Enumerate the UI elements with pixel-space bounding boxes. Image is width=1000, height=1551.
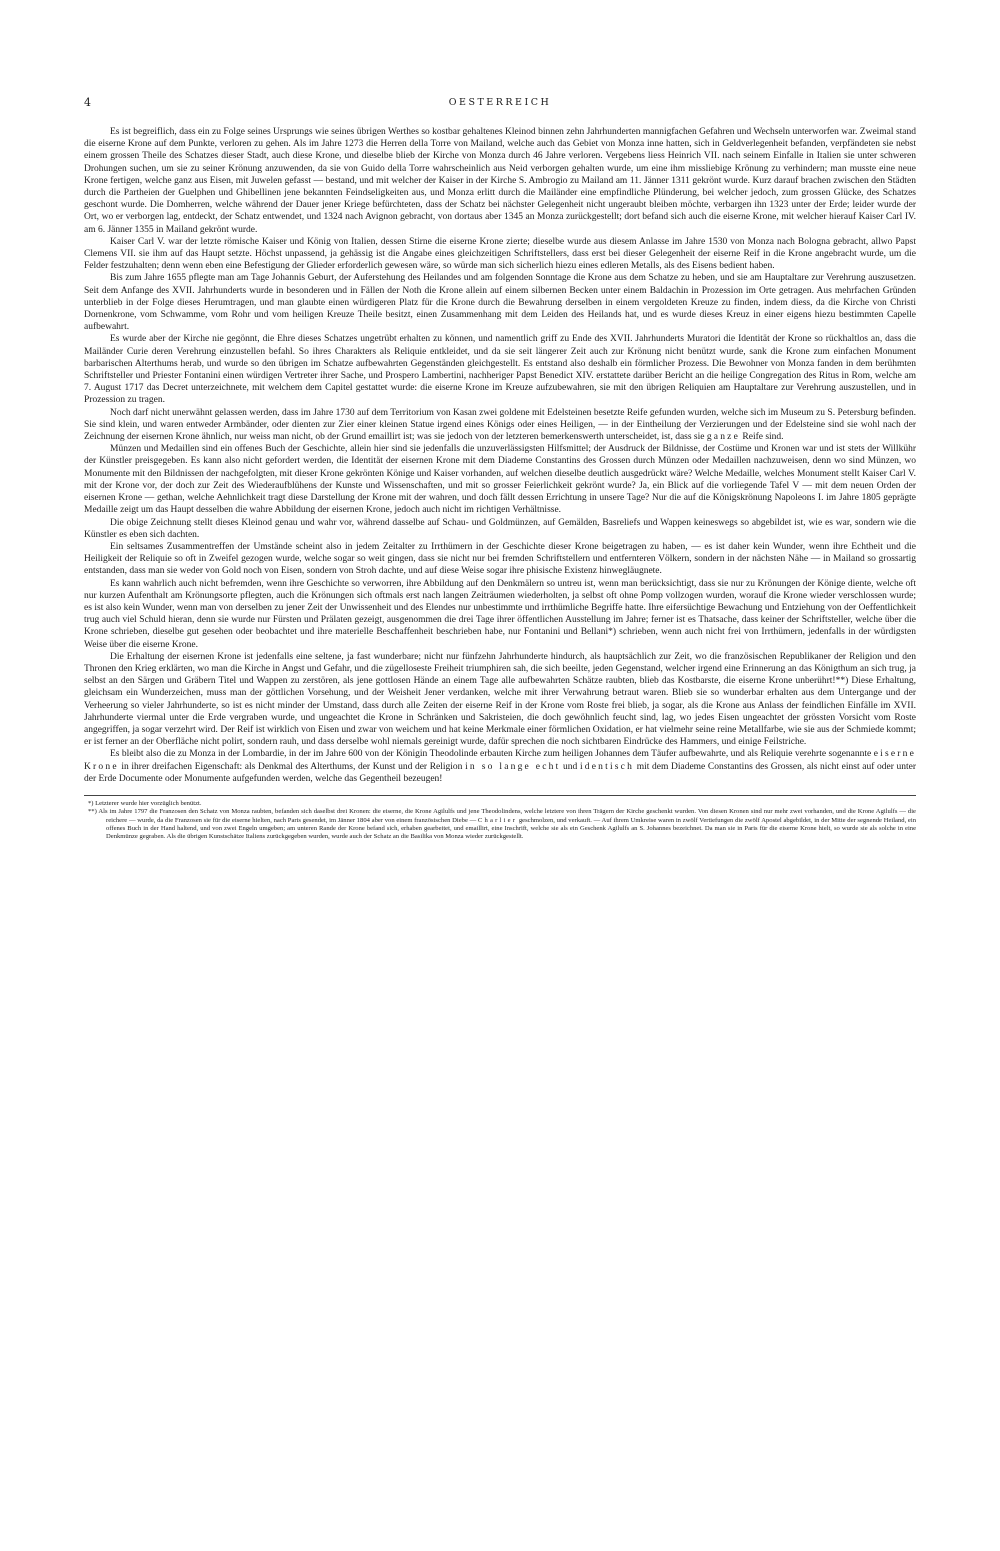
text-run: *) Letzterer wurde hier vorzüglich benützt. [88, 799, 202, 807]
spaced-emphasis: in so lange echt [465, 761, 561, 772]
text-run: geschmolzen, und verkauft. — Auf ihrem Umkreise waren in zwölf Vertiefungen die zwölf Apostel abgebildet, in der Mitte der segnende Heiland, ein offenes Buch in der Hand haltend, und von zwei Engeln umgeben; am unteren Rande der Krone befand sich, erhaben gearbeitet, und emaillirt, eine Inschrift, welche sie als ein Geschenk Agilulfs an S. Johannes bezeichnet. Da man sie in Paris für die eiserne Krone hielt, so wurde sie als solche in eine Denkmünze gegraben. Als die übrigen Kunstschätze Italiens zurückgegeben wurden, wurde auch der Schatz an die Basilika von Monza wieder zurückgestellt. [106, 816, 916, 841]
text-run: Münzen und Medaillen sind ein offenes Buch der Geschichte, allein hier sind sie jedenfalls die unzuverlässigsten Hilfsmittel; der Ausdruck der Bildnisse, der Costüme und Kronen war und ist stets der Willkühr der Künstler preisgegeben. Es kann also nicht gefordert werden, die Identität der eisernen Krone mit dem Diademe Constantins des Grossen durch Münzen oder Medaillen nachzuweisen, denn wo sind Münzen, wo Monumente mit den Bildnissen der nachgefolgten, mit dieser Krone gekrönten Könige und Kaiser vorhanden, auf welchen dieselbe deutlich ausgedrückt wäre? Welche Medaille, welches Monument stellt Kaiser Carl V. mit der Krone vor, der doch zur Zeit des Wiederaufblühens der Kunste und Wissenschaften, und mit so grosser Feierlichkeit gekrönt wurde? Ja, ein Blick auf die vorliegende Tafel V — mit dem neuen Orden der eisernen Krone — gethan, welche Aehnlichkeit tragt diese Darstellung der Krone mit der wahren, und doch fällt dessen Errichtung in unsere Tage? Nur die auf die Königskrönung Napoleons I. im Jahre 1805 geprägte Medaille zeigt um das Haupt desselben die wahre Abbildung der eisernen Krone, jedoch auch nicht im richtigen Verhältnisse. [84, 444, 916, 516]
running-head: OESTERREICH [448, 97, 552, 108]
text-run: mit dem Diademe Constantins des Grossen, als nicht einst auf oder unter der Erde Documente oder Monumente aufgefunden werden, welche das Gegentheil bezeugen! [84, 761, 916, 784]
paragraph [84, 272, 916, 333]
paragraph [84, 651, 916, 749]
text-run: Es wurde aber der Kirche nie gegönnt, die Ehre dieses Schatzes ungetrübt erhalten zu können, und namentlich griff zu Ende des XVII. Jahrhunderts Muratori die Identität der Krone so rückhaltlos an, dass die Mailänder Curie deren Verehrung einzustellen befahl. So ihres Charakters als Reliquie entkleidet, und da sie seit längerer Zeit auch zur Krönung nicht benützt wurde, sank die Krone zum einfachen Monument barbarischen Alterthums herab, und wurde so den übrigen im Schatze aufbewahrten Gegenständen gleichgestellt. Es entstand also deshalb ein förmlicher Prozess. Die Bewohner von Monza fanden in dem berühmten Schriftsteller und Priester Fontanini einen würdigen Vertreter ihrer Sache, und Prospero Lambertini, nachheriger Papst Benedict XIV. erstattete darüber Bericht an die heilige Congregation des Ritus in Rom, welche am 7. August 1717 das Decret unterzeichnete, mit welchem dem Capitel gestattet wurde: die eiserne Krone im Kreuze aufzubewahren, sie mit den übrigen Reliquien am Hauptaltare zur Verehrung auszustellen, und in Prozession zu tragen. [84, 334, 916, 406]
paragraph [84, 407, 916, 444]
spaced-emphasis: Charlier [477, 816, 518, 824]
footnote [84, 800, 916, 808]
paragraph [84, 541, 916, 578]
paragraph [84, 578, 916, 651]
text-run: **) Als im Jahre 1797 die Franzosen den Schatz von Monza raubten, befanden sich daselbst drei Kronen: die eiserne, die Krone Agilulfs und jene Theodolindens, welche letztere von ihren Trägern der Kirche geschenkt wurden. Von diesen Kronen sind nur mehr zwei vorhanden, und die Krone Agilulfs — die reichere — wurde, da die Franzosen sie für die eiserne hielten, nach Paris gesendet, im Jänner 1804 aber von einem französischen Diebe — [88, 808, 916, 824]
paragraph [84, 333, 916, 406]
text-run: Es kann wahrlich auch nicht befremden, wenn ihre Geschichte so verworren, ihre Abbildung auf den Denkmälern so untreu ist, wenn man berücksichtigt, dass sie nur zu Krönungen der Könige diente, welche oft nur kurzen Aufenthalt am Krönungsorte pflegten, auch die Krönungen sich oftmals erst nach langen Zeiträumen wiederholten, ja selbst oft ohne Pomp vollzogen wurden, worauf die Krone wieder verschlossen wurde; es ist also kein Wunder, wenn man von derselben zu jener Zeit der Unwissenheit und des Elendes nur unbestimmte und irrthümliche Begriffe hatte. Ihre eifersüchtige Bewachung und Entziehung von der Oeffentlichkeit trug auch viel Schuld hieran, denn sie wurde nur Fürsten und Prälaten gezeigt, ausgenommen die drei Tage ihrer öffentlichen Ausstellung im Jahre; ferner ist es Thatsache, dass keiner der Schriftsteller, welche über die Krone schrieben, dieselbe gut gesehen oder beobachtet und ihre materielle Beschaffenheit beschrieben habe, nur Fontanini und Bellani*) schrieben, wenn auch nicht frei von Irrthümern, jedenfalls in der würdigsten Weise über die eiserne Krone. [84, 578, 916, 650]
paragraph [84, 443, 916, 516]
spaced-emphasis: eiserne Krone [84, 749, 916, 772]
text-run: und [560, 761, 580, 772]
page-number: 4 [84, 96, 91, 109]
paragraph [84, 126, 916, 236]
spaced-emphasis: ganze [706, 432, 741, 443]
document-page [84, 96, 916, 1536]
text-run: Es bleibt also die zu Monza in der Lombardie, in der im Jahre 600 von der Königin Theodolinde erbauten Kirche zum heiligen Johannes dem Täufer aufbewahrte, und als Reliquie verehrte sogenannte [110, 749, 874, 760]
body-text [84, 126, 916, 785]
text-run: Es ist begreiflich, dass ein zu Folge seines Ursprungs wie seines übrigen Werthes so kostbar gehaltenes Kleinod binnen zehn Jahrhunderten mannigfachen Gefahren und Wechseln unterworfen war. Zweimal stand die eiserne Krone auf dem Punkte, verloren zu gehen. Als im Jahre 1273 die Herren della Torre von Mailand, welche auch das Gebiet von Monza inne hatten, sich in Geldverlegenheit befanden, verpfändeten sie nebst einem grossen Theile des Schatzes dieser Stadt, auch diese Krone, und dieselbe blieb der Kirche von Monza durch 46 Jahre verloren. Vergebens liess Heinrich VII. nach seinem Einfalle in Italien sie unter schweren Drohungen suchen, um sie zu seiner Krönung anzuwenden, da sie von Guido della Torre wahrscheinlich aus Neid verborgen gehalten wurde, um eine ihm missliebige Krönung zu verhindern; man musste eine neue Krone fertigen, welche ganz aus Eisen, mit Juwelen gefasst — bestand, und mit welcher der Kaiser in der Kirche S. Ambrogio zu Mailand am 11. Jänner 1311 gekrönt wurde. Kurz darauf brachen zwischen den Städten durch die Partheien der Guelphen und Ghibellinen jene bekannten Feindseligkeiten aus, und Monza erlitt durch die Mailänder eine empfindliche Plünderung, bei welcher jedoch, zum grossen Glücke, des Schatzes geschont wurde. Die Domherren, welche während der Dauer jener Kriege befürchteten, dass der Schatz bei nächster Gelegenheit nicht ungeraubt bleiben möchte, verbargen ihn 1323 unter der Erde; leider wurde der Ort, wo er verborgen lag, entdeckt, der Schatz entwendet, und 1324 nach Avignon gebracht, von dortaus aber 1345 an Monza zurückgestellt; dort befand sich auch die eiserne Krone, mit welcher hierauf Kaiser Carl IV. am 6. Jänner 1355 in Mailand gekrönt wurde. [84, 127, 916, 235]
spaced-emphasis: identisch [579, 761, 635, 772]
footnote [84, 808, 916, 841]
paragraph [84, 517, 916, 541]
text-run: Die obige Zeichnung stellt dieses Kleinod genau und wahr vor, während dasselbe auf Schau- und Goldmünzen, auf Gemälden, Basreliefs und Wappen keineswegs so abgebildet ist, wie es war, sondern wie die Künstler es eben sich dachten. [84, 517, 916, 540]
footnotes [84, 795, 916, 841]
text-run: Die Erhaltung der eisernen Krone ist jedenfalls eine seltene, ja fast wunderbare; nicht nur fünfzehn Jahrhunderte hindurch, als hauptsächlich zur Zeit, wo die französischen Republikaner der Religion und den Thronen den Krieg erklärten, wo man die Kirche in Angst und Gefahr, und die zügelloseste Freiheit triumphiren sah, die sich beeilte, jeden Gegenstand, welcher irgend eine Erinnerung an das Königthum an sich trug, ja selbst an den Särgen und Gräbern Titel und Wappen zu zerstören, als jene gottlosen Hände an einem Tage alle aufbewahrten Schätze raubten, blieb das Kostbarste, die eiserne Krone unberührt!**) Diese Erhaltung, gleichsam ein Wunderzeichen, muss man der göttlichen Vorsehung, und der Weisheit Jener verdanken, welche mit ihrer Verwahrung betraut waren. Blieb sie so wunderbar erhalten aus dem Untergange und der Verheerung so vieler Jahrhunderte, so ist es nicht minder der Umstand, dass durch alle Zeiten der eiserne Reif in der Krone vom Roste frei blieb, ja sogar, als die Krone aus Anlass der feindlichen Einfälle im XVII. Jahrhunderte viermal unter die Erde vergraben wurde, und ungeachtet die Krone in Schränken und Sakristeien, die doch gewöhnlich feucht sind, lag, wo jedes Eisen ungeachtet der grössten Vorsicht vom Roste angegriffen, ja sogar verzehrt wird. Der Reif ist wirklich von Eisen und zwar von weichem und hat keine Merkmale einer förmlichen Oxidation, er hat vielmehr seine reine Metallfarbe, wie sie aus der Schmiede kommt; er ist ferner an der Oberfläche nicht polirt, sondern rauh, und dass derselbe wohl niemals gereinigt wurde, dafür sprechen die noch sichtbaren Eindrücke des Hammers, und einige Feilstriche. [84, 651, 916, 748]
text-run: in ihrer dreifachen Eigenschaft: als Denkmal des Alterthums, der Kunst und der Religion [118, 761, 466, 772]
text-run: Kaiser Carl V. war der letzte römische Kaiser und König von Italien, dessen Stirne die eiserne Krone zierte; dieselbe wurde aus diesem Anlasse im Jahre 1530 von Monza nach Bologna gebracht, allwo Papst Clemens VII. sie ihm auf das Haupt setzte. Höchst unpassend, ja gehässig ist die Angabe eines gleichzeitigen Schriftstellers, dass erst bei dieser Gelegenheit der eiserne Reif in die Krone angebracht wurde, um die Felder festzuhalten; denn wenn eben eine Befestigung der Glieder erforderlich gewesen wäre, so würde man sich sicherlich hiezu eines edleren Metalls, als des Eisens bedient haben. [84, 236, 916, 272]
text-run: Reife sind. [740, 432, 784, 443]
paragraph [84, 748, 916, 785]
text-run: Ein seltsames Zusammentreffen der Umstände scheint also in jedem Zeitalter zu Irrthümern in der Geschichte dieser Krone beigetragen zu haben, — es ist daher kein Wunder, wenn ihre Echtheit und die Heiligkeit der Reliquie so oft in Zweifel gezogen wurde, welche sogar so weit gingen, dass sie nicht nur bei fremden Schriftstellern und entfernteren Völkern, sondern in der nächsten Nähe — in Mailand so grossartig entstanden, dass man sie weder von Gold noch von Eisen, sondern von Stroh dachte, und auf diese Weise sogar ihre phisische Existenz hinwegläugnete. [84, 541, 916, 577]
text-run: Bis zum Jahre 1655 pflegte man am Tage Johannis Geburt, der Auferstehung des Heilandes und am folgenden Sonntage die Krone aus dem Schatze zu heben, und sie am Hauptaltare zur Verehrung auszusetzen. Seit dem Anfange des XVII. Jahrhunderts wurde in besonderen und in Fällen der Noth die Krone allein auf einem silbernen Becken unter einem Baldachin in Prozession im Orte getragen. Aus mehrfachen Gründen unterblieb in der Folge dieses Herumtragen, und man glaubte einen würdigeren Platz für die Krone durch die Bewahrung derselben in einem vergoldeten Kreuze zu finden, indem diess, da die Kirche von Christi Dornenkrone, vom Schwamme, vom Rohr und vom heiligen Kreuze Theile besitzt, einen Zusammenhang mit dem Leiden des Heilands hat, und es wurde dieses Kreuz in einer eigens hiezu bestimmten Capelle aufbewahrt. [84, 273, 916, 333]
page-header [84, 96, 916, 118]
text-run: Noch darf nicht unerwähnt gelassen werden, dass im Jahre 1730 auf dem Territorium von Kasan zwei goldene mit Edelsteinen besetzte Reife gefunden wurden, welche sich im Museum zu S. Petersburg befinden. Sie sind klein, und waren entweder Armbänder, oder dienten zur Zier einer kleinen Statue irgend eines Königs oder eines Heiligen, — in der Eintheilung der Verzierungen und der Edelsteine sind sie wohl nach der Zeichnung der eisernen Krone ähnlich, nur weiss man nicht, ob der Grund emaillirt ist; was sie jedoch von der letzteren bemerkenswerth unterscheidet, ist, dass sie [84, 407, 916, 443]
paragraph [84, 236, 916, 273]
